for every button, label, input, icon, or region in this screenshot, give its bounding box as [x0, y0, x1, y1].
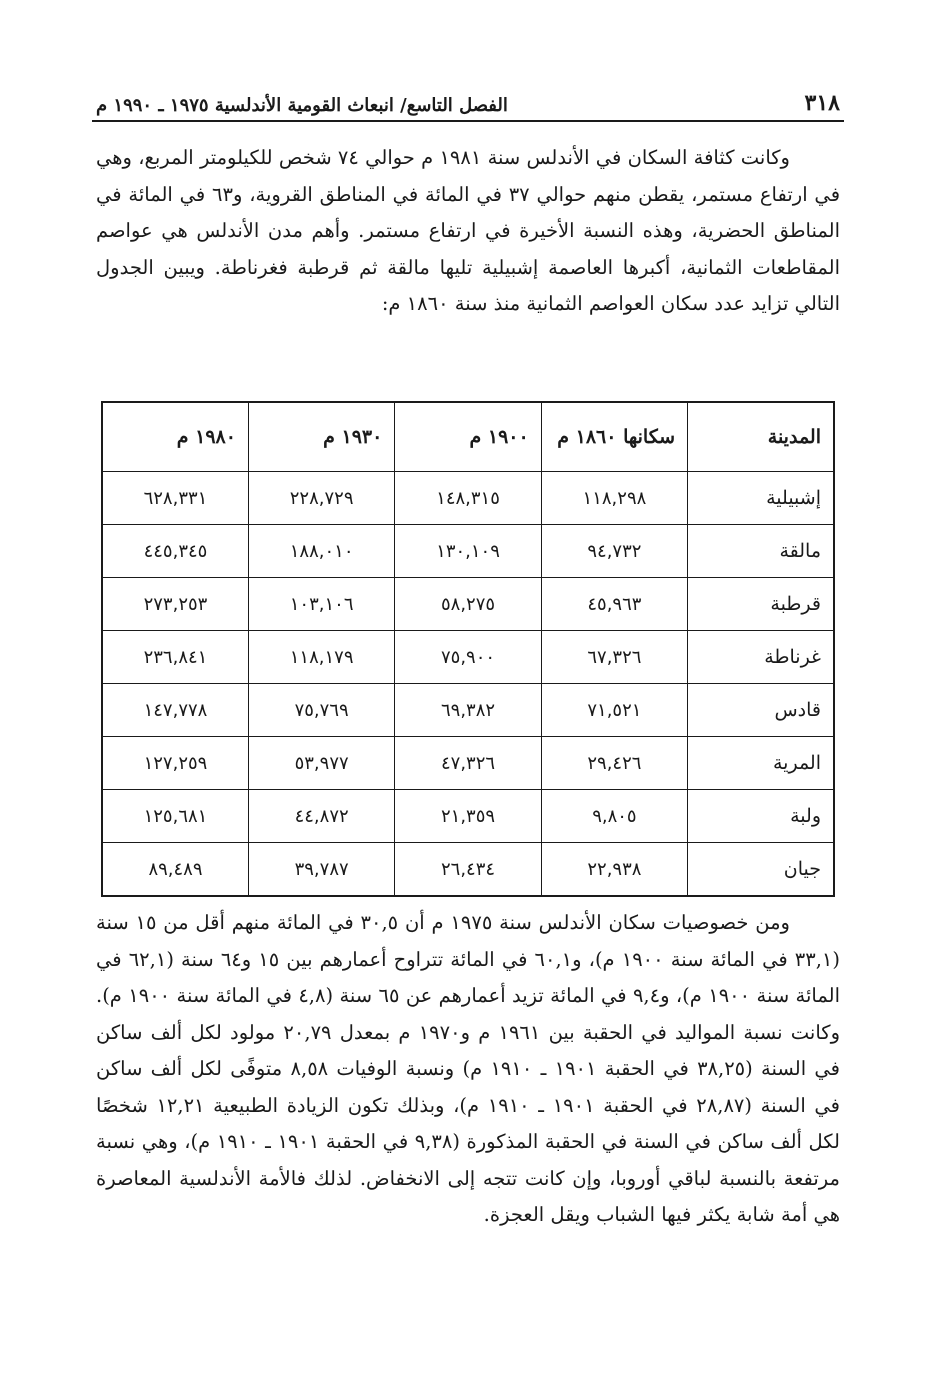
population-1900-cell: ٥٨,٢٧٥ [395, 578, 541, 631]
population-1860-cell: ٦٧,٣٢٦ [541, 631, 687, 684]
paragraph-1-text: وكانت كثافة السكان في الأندلس سنة ١٩٨١ م حوالي ٧٤ شخص للكيلومتر المربع، وهي في ارتفاع مستمر، يقطن منهم حوالي ٣٧ في المائة في المناطق القروية، و٦٣ في المائة في المناطق الحضرية، وهذه النسبة الأخيرة في ارتفاع مستمر. وأهم مدن الأندلس هي عواصم المقاطعات الثمانية، أكبرها العاصمة إشبيلية تليها مالقة ثم قرطبة فغرناطة. ويبين الجدول التالي تزايد عدد سكان العواصم الثمانية منذ سنة ١٨٦٠ م: [96, 146, 841, 315]
population-1980-cell: ٨٩,٤٨٩ [102, 843, 248, 897]
population-1900-cell: ٧٥,٩٠٠ [395, 631, 541, 684]
table-row [102, 843, 834, 897]
population-table-container [101, 401, 835, 892]
population-1930-cell: ٧٥,٧٦٩ [248, 684, 394, 737]
paragraph-demographics [96, 905, 840, 1234]
population-1980-cell: ٢٣٦,٨٤١ [102, 631, 248, 684]
city-cell: المرية [688, 737, 834, 790]
header-1860: سكانها ١٨٦٠ م [541, 402, 687, 472]
population-1900-cell: ٤٧,٣٢٦ [395, 737, 541, 790]
population-1930-cell: ١١٨,١٧٩ [248, 631, 394, 684]
header-1980: ١٩٨٠ م [102, 402, 248, 472]
population-1980-cell: ٤٤٥,٣٤٥ [102, 525, 248, 578]
population-1930-cell: ١٨٨,٠١٠ [248, 525, 394, 578]
population-1860-cell: ٩٤,٧٣٢ [541, 525, 687, 578]
population-1860-cell: ٩,٨٠٥ [541, 790, 687, 843]
paragraph-2-text: ومن خصوصيات سكان الأندلس سنة ١٩٧٥ م أن ٣٠,٥ في المائة منهم أقل من ١٥ سنة (٣٣,١ في المائة سنة ١٩٠٠ م)، و٦٠,١ في المائة تتراوح أعمارهم بين ١٥ و٦٤ سنة (٦٢,١ في المائة سنة ١٩٠٠ م)، و٩,٤ في المائة تزيد أعمارهم عن ٦٥ سنة (٤,٨ في المائة سنة ١٩٠٠ م). وكانت نسبة المواليد في الحقبة بين ١٩٦١ م و١٩٧٠ م بمعدل ٢٠,٧٩ مولود لكل ألف ساكن في السنة (٣٨,٢٥ في الحقبة ١٩٠١ ـ ١٩١٠ م) ونسبة الوفيات ٨,٥٨ متوفًى لكل ألف ساكن في السنة (٢٨,٨٧ في الحقبة ١٩٠١ ـ ١٩١٠ م)، وبذلك تكون الزيادة الطبيعية ١٢,٢١ شخصًا لكل ألف ساكن في السنة في الحقبة المذكورة (٩,٣٨ في الحقبة ١٩٠١ ـ ١٩١٠ م)، وهي نسبة مرتفعة بالنسبة لباقي أوروبا، وإن كانت تتجه إلى الانخفاض. لذلك فالأمة الأندلسية المعاصرة هي أمة شابة يكثر فيها الشباب ويقل العجزة. [96, 911, 841, 1226]
table-row [102, 578, 834, 631]
city-cell: مالقة [688, 525, 834, 578]
population-1860-cell: ٢٢,٩٣٨ [541, 843, 687, 897]
city-cell: قرطبة [688, 578, 834, 631]
population-table [101, 401, 835, 897]
population-1930-cell: ١٠٣,١٠٦ [248, 578, 394, 631]
population-1930-cell: ٣٩,٧٨٧ [248, 843, 394, 897]
page-number: ٣١٨ [804, 90, 840, 116]
table-row [102, 525, 834, 578]
population-1980-cell: ٢٧٣,٢٥٣ [102, 578, 248, 631]
population-1860-cell: ٢٩,٤٢٦ [541, 737, 687, 790]
table-row [102, 631, 834, 684]
city-cell: قادس [688, 684, 834, 737]
table-header-row [102, 402, 834, 472]
population-1900-cell: ٢٦,٤٣٤ [395, 843, 541, 897]
city-cell: جيان [688, 843, 834, 897]
table-row [102, 472, 834, 525]
population-1980-cell: ٦٢٨,٣٣١ [102, 472, 248, 525]
population-1900-cell: ٦٩,٣٨٢ [395, 684, 541, 737]
population-1980-cell: ١٤٧,٧٧٨ [102, 684, 248, 737]
population-1930-cell: ٥٣,٩٧٧ [248, 737, 394, 790]
city-cell: إشبيلية [688, 472, 834, 525]
table-row [102, 737, 834, 790]
table-row [102, 684, 834, 737]
population-1980-cell: ١٢٧,٢٥٩ [102, 737, 248, 790]
header-1930: ١٩٣٠ م [248, 402, 394, 472]
population-1900-cell: ١٣٠,١٠٩ [395, 525, 541, 578]
header-city: المدينة [688, 402, 834, 472]
population-1930-cell: ٢٢٨,٧٢٩ [248, 472, 394, 525]
table-row [102, 790, 834, 843]
header-rule [92, 120, 844, 122]
city-cell: ولبة [688, 790, 834, 843]
running-title: الفصل التاسع/ انبعاث القومية الأندلسية ١٩٧٥ ـ ١٩٩٠ م [96, 95, 508, 116]
population-1860-cell: ٤٥,٩٦٣ [541, 578, 687, 631]
population-1860-cell: ٧١,٥٢١ [541, 684, 687, 737]
population-1900-cell: ١٤٨,٣١٥ [395, 472, 541, 525]
population-1900-cell: ٢١,٣٥٩ [395, 790, 541, 843]
population-1980-cell: ١٢٥,٦٨١ [102, 790, 248, 843]
header-1900: ١٩٠٠ م [395, 402, 541, 472]
paragraph-population-density [96, 140, 840, 323]
page-header [96, 82, 840, 116]
city-cell: غرناطة [688, 631, 834, 684]
population-1930-cell: ٤٤,٨٧٢ [248, 790, 394, 843]
population-1860-cell: ١١٨,٢٩٨ [541, 472, 687, 525]
